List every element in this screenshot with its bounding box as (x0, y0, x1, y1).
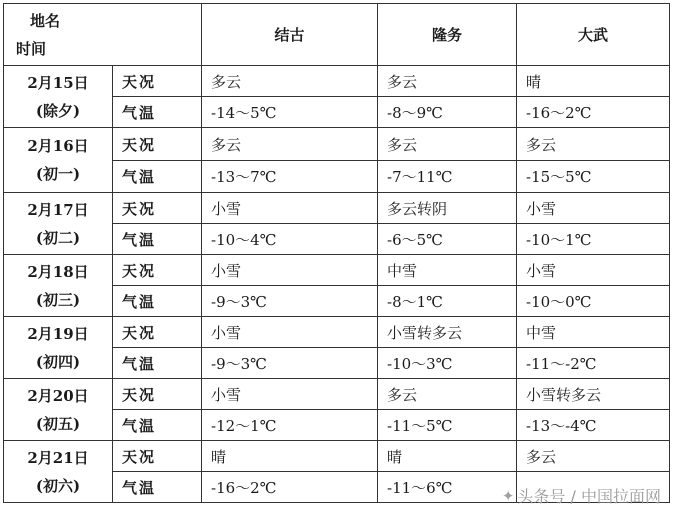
condition-value-city-0: 小雪 (202, 317, 378, 348)
date-label: 2月15日 (27, 73, 89, 92)
header-corner-cell (4, 4, 202, 66)
table-row (4, 255, 670, 286)
temperature-value-city-0: -14～5℃ (202, 97, 378, 128)
condition-label: 天况 (113, 441, 202, 472)
condition-value-city-1: 多云 (378, 66, 517, 97)
condition-label: 天况 (113, 255, 202, 286)
headline-logo-icon: ✦ (501, 486, 515, 505)
temperature-value-city-1: -7～11℃ (378, 161, 517, 193)
city-header-longwu: 隆务 (378, 4, 517, 66)
date-label: 2月16日 (27, 137, 89, 155)
condition-value-city-2: 多云 (517, 128, 670, 161)
temperature-value-city-2: -11～-2℃ (517, 348, 670, 379)
date-cell (4, 193, 113, 255)
temperature-value-city-1: -8～9℃ (378, 97, 517, 128)
temperature-value-city-2: -10～1℃ (517, 224, 670, 255)
date-cell (4, 66, 113, 128)
table-row (4, 66, 670, 97)
temperature-value-city-2: -16～2℃ (517, 97, 670, 128)
lunar-label: (初三) (35, 290, 81, 309)
header-place-label: 地名 (30, 12, 61, 30)
condition-value-city-1: 晴 (378, 441, 517, 472)
temperature-label: 气温 (113, 97, 202, 128)
temperature-value-city-2: -13～-4℃ (517, 410, 670, 441)
condition-value-city-0: 小雪 (202, 193, 378, 224)
lunar-label: (初二) (35, 228, 81, 247)
city-header-jiegu: 结古 (202, 4, 378, 66)
date-cell (4, 255, 113, 317)
table-body (4, 66, 670, 503)
temperature-label: 气温 (113, 286, 202, 317)
condition-label: 天况 (113, 193, 202, 224)
temperature-label: 气温 (113, 161, 202, 193)
temperature-label: 气温 (113, 348, 202, 379)
table-row (4, 128, 670, 161)
date-cell (4, 128, 113, 193)
temperature-value-city-2: -10～0℃ (517, 286, 670, 317)
condition-value-city-0: 小雪 (202, 379, 378, 410)
condition-label: 天况 (113, 128, 202, 161)
temperature-label: 气温 (113, 410, 202, 441)
header-time-label: 时间 (16, 40, 47, 58)
temperature-value-city-0: -13～7℃ (202, 161, 378, 193)
table-header-row (4, 4, 670, 66)
lunar-label: (初六) (35, 476, 81, 495)
condition-value-city-2: 小雪 (517, 193, 670, 224)
condition-value-city-0: 晴 (202, 441, 378, 472)
temperature-value-city-0: -10～4℃ (202, 224, 378, 255)
condition-label: 天况 (113, 379, 202, 410)
date-cell (4, 379, 113, 441)
condition-value-city-1: 多云 (378, 128, 517, 161)
date-cell (4, 441, 113, 503)
table-row (4, 379, 670, 410)
temperature-value-city-1: -10～3℃ (378, 348, 517, 379)
lunar-label: (除夕) (35, 101, 81, 120)
temperature-value-city-1: -11～6℃ (378, 472, 517, 503)
city-header-dawu: 大武 (517, 4, 670, 66)
lunar-label: (初五) (35, 414, 81, 433)
condition-value-city-2: 小雪转多云 (517, 379, 670, 410)
condition-value-city-2: 多云 (517, 441, 670, 472)
table-row (4, 317, 670, 348)
date-label: 2月18日 (27, 262, 89, 281)
condition-label: 天况 (113, 66, 202, 97)
weather-forecast-table (3, 3, 670, 503)
watermark (502, 484, 661, 507)
table-row (4, 193, 670, 224)
temperature-value-city-0: -16～2℃ (202, 472, 378, 503)
condition-value-city-1: 多云转阴 (378, 193, 517, 224)
temperature-value-city-2: -15～5℃ (517, 161, 670, 193)
temperature-value-city-1: -6～5℃ (378, 224, 517, 255)
date-label: 2月21日 (27, 448, 89, 467)
condition-value-city-0: 多云 (202, 128, 378, 161)
watermark-text: 头条号 / 中国拉面网 (517, 487, 661, 506)
lunar-label: (初四) (35, 352, 81, 371)
temperature-label: 气温 (113, 472, 202, 503)
temperature-label: 气温 (113, 224, 202, 255)
condition-value-city-0: 小雪 (202, 255, 378, 286)
temperature-value-city-0: -12～1℃ (202, 410, 378, 441)
temperature-value-city-0: -9～3℃ (202, 348, 378, 379)
date-cell (4, 317, 113, 379)
condition-value-city-1: 多云 (378, 379, 517, 410)
condition-value-city-2: 晴 (517, 66, 670, 97)
temperature-value-city-1: -11～5℃ (378, 410, 517, 441)
temperature-value-city-1: -8～1℃ (378, 286, 517, 317)
lunar-label: (初一) (35, 165, 81, 183)
condition-value-city-1: 小雪转多云 (378, 317, 517, 348)
condition-label: 天况 (113, 317, 202, 348)
date-label: 2月19日 (27, 324, 89, 343)
condition-value-city-2: 小雪 (517, 255, 670, 286)
condition-value-city-2: 中雪 (517, 317, 670, 348)
table-row (4, 441, 670, 472)
condition-value-city-0: 多云 (202, 66, 378, 97)
condition-value-city-1: 中雪 (378, 255, 517, 286)
temperature-value-city-0: -9～3℃ (202, 286, 378, 317)
date-label: 2月20日 (27, 386, 89, 405)
date-label: 2月17日 (27, 200, 89, 219)
